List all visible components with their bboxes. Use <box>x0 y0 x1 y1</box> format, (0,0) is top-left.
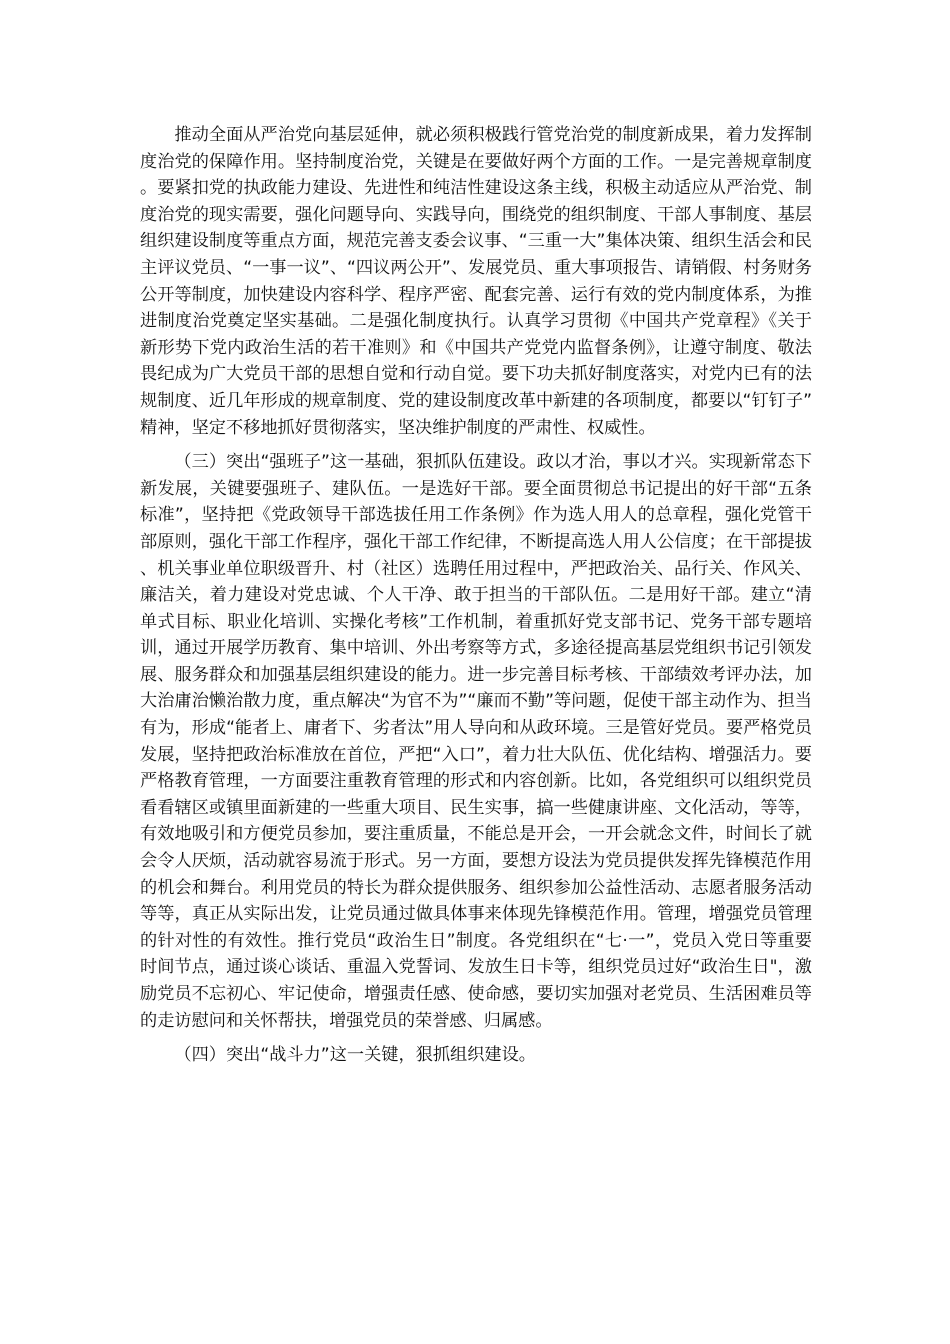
paragraph-section-three-team-building: （三）突出“强班子”这一基础，狠抓队伍建设。政以才治，事以才兴。实现新常态下新发展，关键要强班子、建队伍。一是选好干部。要全面贯彻总书记提出的好干部“五条标准”，坚持把《党政领导干部选拔任用工作条例》作为选人用人的总章程，强化党管干部原则，强化干部工作程序，强化干部工作纪律，不断提高选人用人公信度；在干部提拔、机关事业单位职级晋升、村（社区）选聘任用过程中，严把政治关、品行关、作风关、廉洁关，着力建设对党忠诚、个人干净、敢于担当的干部队伍。二是用好干部。建立“清单式目标、职业化培训、实操化考核”工作机制，着重抓好党支部书记、党务干部专题培训，通过开展学历教育、集中培训、外出考察等方式，多途径提高基层党组织书记引领发展、服务群众和加强基层组织建设的能力。进一步完善目标考核、干部绩效考评办法，加大治庸治懒治散力度，重点解决“为官不为”“廉而不勤”等问题，促使干部主动作为、担当有为，形成“能者上、庸者下、劣者汰”用人导向和从政环境。三是管好党员。要严格党员发展，坚持把政治标准放在首位，严把“入口”，着力壮大队伍、优化结构、增强活力。要严格教育管理，一方面要注重教育管理的形式和内容创新。比如，各党组织可以组织党员看看辖区或镇里面新建的一些重大项目、民生实事，搞一些健康讲座、文化活动，等等，有效地吸引和方便党员参加，要注重质量，不能总是开会，一开会就念文件，时间长了就会令人厌烦，活动就容易流于形式。另一方面，要想方设法为党员提供发挥先锋模范作用的机会和舞台。利用党员的特长为群众提供服务、组织参加公益性活动、志愿者服务活动等等，真正从实际出发，让党员通过做具体事来体现先锋模范作用。管理，增强党员管理的针对性的有效性。推行党员“政治生日”制度。各党组织在“七·一”，党员入党日等重要时间节点，通过谈心谈话、重温入党誓词、发放生日卡等，组织党员过好“政治生日"，激励党员不忘初心、牢记使命，增强责任感、使命感，要切实加强对老党员、生活困难员等的走访慰问和关怀帮扶，增强党员的荣誉感、归属感。 <box>140 452 812 1031</box>
paragraph-institutional-governance: 推动全面从严治党向基层延伸，就必须积极践行管党治党的制度新成果，着力发挥制度治党的保障作用。坚持制度治党，关键是在要做好两个方面的工作。一是完善规章制度。要紧扣党的执政能力建设、先进性和纯洁性建设这条主线，积极主动适应从严治党、制度治党的现实需要，强化问题导向、实践导向，围绕党的组织制度、干部人事制度、基层组织建设制度等重点方面，规范完善支委会议事、“三重一大”集体决策、组织生活会和民主评议党员、“一事一议”、“四议两公开”、发展党员、重大事项报告、请销假、村务财务公开等制度，加快建设内容科学、程序严密、配套完善、运行有效的党内制度体系，为推进制度治党奠定坚实基础。二是强化制度执行。认真学习贯彻《中国共产党章程》《关于新形势下党内政治生活的若干准则》和《中国共产党党内监督条例》，让遵守制度、敬法畏纪成为广大党员干部的思想自觉和行动自觉。要下功夫抓好制度落实，对党内已有的法规制度、近几年形成的规章制度、党的建设制度改革中新建的各项制度，都要以“钉钉子”精神，坚定不移地抓好贯彻落实，坚决维护制度的严肃性、权威性。 <box>140 125 812 438</box>
document-page <box>140 122 812 1069</box>
paragraph-section-four-heading: （四）突出“战斗力”这一关键，狠抓组织建设。 <box>174 1045 536 1066</box>
